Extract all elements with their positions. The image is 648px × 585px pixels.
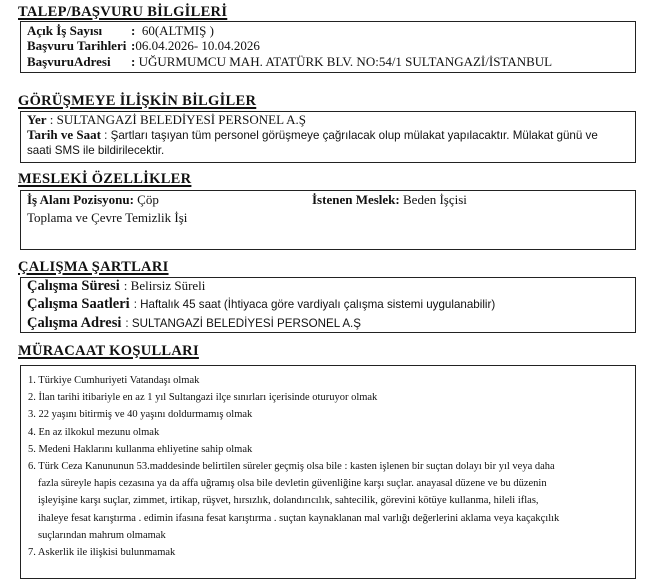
condition-item: fazla süreyle hapis cezasına ya da affa uğramış olsa bile devletin güvenliğine karşı suçlar. anayasal düzene ve bu düzenin [38, 478, 547, 490]
section-title-talep: TALEP/BAŞVURU BİLGİLERİ [18, 4, 228, 20]
condition-item: 3. 22 yaşını bitirmiş ve 40 yaşını doldurmamış olmak [28, 409, 253, 421]
yer-row [27, 112, 306, 128]
tarih-value: 06.04.2026- 10.04.2026 [135, 38, 260, 53]
section-title-calisma: ÇALIŞMA ŞARTLARI [18, 259, 169, 275]
yer-value: : SULTANGAZİ BELEDİYESİ PERSONEL A.Ş [49, 112, 306, 127]
pozisyon-row [27, 192, 159, 208]
adres-value: UĞURMUMCU MAH. ATATÜRK BLV. NO:54/1 SULTANGAZİ/İSTANBUL [138, 54, 553, 69]
condition-item: işleyişine karşı suçlar, zimmet, irtikap, rüşvet, hırsızlık, dolandırıcılık, sahtecilik, görevini kötüye kullanma, hileli iflas, [38, 495, 539, 507]
condition-item: 1. Türkiye Cumhuriyeti Vatandaşı olmak [28, 375, 200, 386]
condition-item: suçlarından mahrum olmamak [38, 529, 166, 541]
meslek-label: İstenen Meslek: [312, 192, 400, 207]
condition-item: 7. Askerlik ile ilişkisi bulunmamak [28, 547, 176, 559]
yer-label: Yer [27, 112, 47, 127]
saat-row [27, 295, 495, 313]
tarih-saat-label: Tarih ve Saat [27, 127, 101, 142]
meslek-value: Beden İşçisi [403, 192, 467, 207]
adres-row [27, 54, 552, 70]
acik-is-sep: : [131, 23, 136, 38]
sure-label: Çalışma Süresi [27, 278, 120, 294]
acik-is-row [27, 23, 214, 39]
saat-label: Çalışma Saatleri [27, 296, 130, 312]
acik-is-value: 60(ALTMIŞ ) [141, 23, 214, 38]
meslek-row [312, 192, 467, 208]
calisma-adres-value: : SULTANGAZİ BELEDİYESİ PERSONEL A.Ş [125, 317, 362, 330]
pozisyon-value-2: Toplama ve Çevre Temizlik İşi [27, 210, 188, 225]
condition-item: 2. İlan tarihi itibariyle en az 1 yıl Sultangazi ilçe sınırları içerisinde oturuyor olmak [28, 392, 378, 404]
saat-value: : Haftalık 45 saat (İhtiyaca göre vardiyalı çalışma sistemi uygulanabilir) [133, 298, 496, 311]
section-title-muracaat: MÜRACAAT KOŞULLARI [18, 343, 199, 359]
calisma-adres-row [27, 314, 361, 332]
acik-is-label: Açık İş Sayısı [27, 23, 103, 38]
tarih-sep: : [131, 38, 136, 53]
sure-value: : Belirsiz Süreli [123, 278, 206, 293]
section-title-mesleki: MESLEKİ ÖZELLİKLER [18, 171, 192, 187]
pozisyon-value-1: Çöp [137, 192, 159, 207]
condition-item: 4. En az ilkokul mezunu olmak [28, 426, 160, 438]
tarih-saat-value-1: : Şartları taşıyan tüm personel görüşmeye çağrılacak olup mülakat yapılacaktır. Mülakat günü ve [104, 129, 598, 142]
sure-row [27, 277, 205, 295]
tarih-label: Başvuru Tarihleri [27, 38, 127, 53]
condition-item: 5. Medeni Haklarını kullanma ehliyetine sahip olmak [28, 443, 253, 455]
tarih-saat-row [27, 127, 598, 143]
pozisyon-label: İş Alanı Pozisyonu: [27, 192, 134, 207]
conditions-list [28, 372, 559, 561]
tarih-row [27, 38, 260, 54]
adres-sep: : [131, 54, 136, 69]
tarih-saat-value-2: saati SMS ile bildirilecektir. [27, 144, 165, 157]
condition-item: 6. Türk Ceza Kanununun 53.maddesinde belirtilen süreler geçmiş olsa bile : kasten işlenen bir suçtan dolayı bir yıl veya daha [28, 461, 555, 473]
section-title-gorusme: GÖRÜŞMEYE İLİŞKİN BİLGİLER [18, 93, 257, 109]
adres-label: BaşvuruAdresi [27, 54, 111, 69]
calisma-adres-label: Çalışma Adresi [27, 315, 122, 331]
condition-item: ihaleye fesat karıştırma . edimin ifasına fesat karıştırma . suçtan kaynaklanan mal varlığı değerlerini aklama veya kaçakçılık [38, 512, 560, 524]
